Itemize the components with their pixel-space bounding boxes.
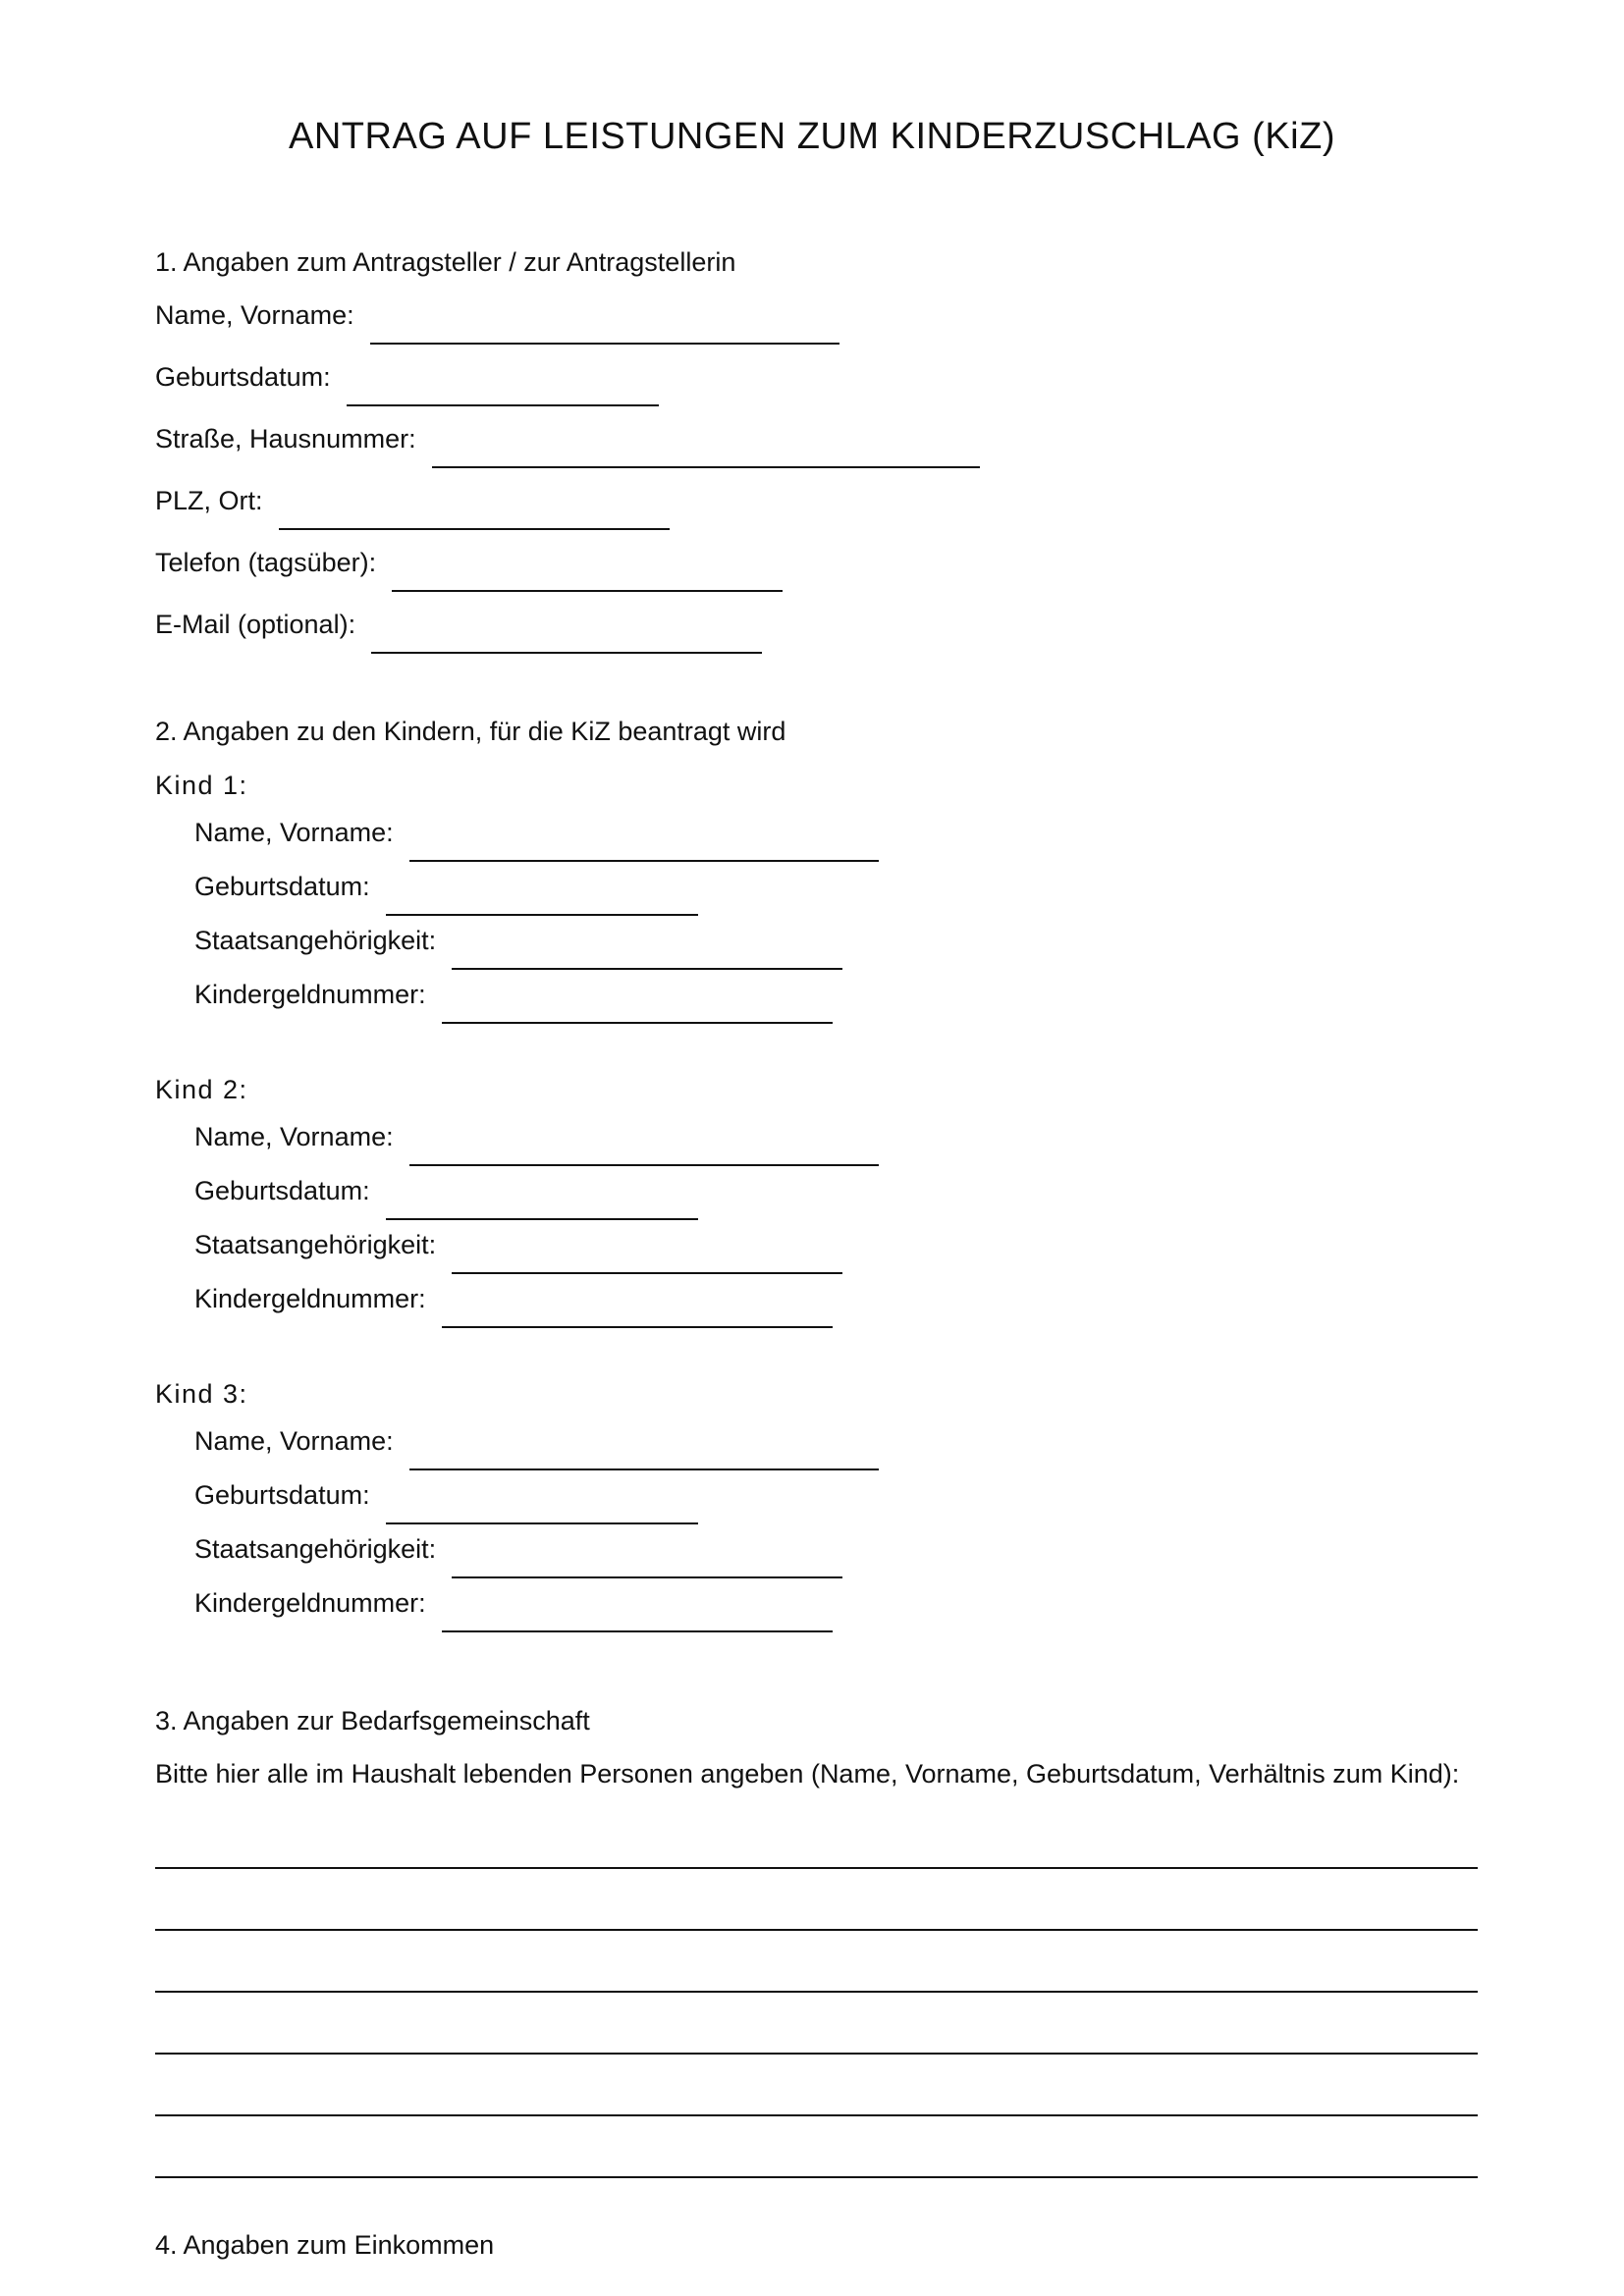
child2-birthdate-row <box>194 1176 698 1206</box>
household-line-3[interactable] <box>155 1991 1478 1993</box>
applicant-phone-row <box>155 548 783 578</box>
applicant-phone-label: Telefon (tagsüber): <box>155 548 377 577</box>
child3-childbenefit-field[interactable] <box>442 1630 833 1632</box>
applicant-city-label: PLZ, Ort: <box>155 486 263 515</box>
child2-name-field[interactable] <box>409 1164 879 1166</box>
child1-childbenefit-field[interactable] <box>442 1022 833 1024</box>
child1-birthdate-field[interactable] <box>386 914 698 916</box>
applicant-birthdate-row <box>155 362 659 393</box>
child3-childbenefit-row <box>194 1588 833 1619</box>
applicant-phone-field[interactable] <box>392 590 783 592</box>
applicant-street-field[interactable] <box>432 466 980 468</box>
applicant-email-field[interactable] <box>371 652 762 654</box>
child1-childbenefit-label: Kindergeldnummer: <box>194 980 426 1009</box>
child1-nationality-label: Staatsangehörigkeit: <box>194 926 437 955</box>
applicant-city-row <box>155 486 670 516</box>
child3-birthdate-label: Geburtsdatum: <box>194 1480 370 1510</box>
applicant-name-label: Name, Vorname: <box>155 300 354 330</box>
child3-name-field[interactable] <box>409 1468 879 1470</box>
child1-childbenefit-row <box>194 980 833 1010</box>
section1-heading: 1. Angaben zum Antragsteller / zur Antragstellerin <box>155 247 736 277</box>
child3-nationality-row <box>194 1534 842 1565</box>
applicant-name-field[interactable] <box>370 343 839 345</box>
child2-birthdate-field[interactable] <box>386 1218 698 1220</box>
child1-name-label: Name, Vorname: <box>194 818 394 847</box>
child3-birthdate-row <box>194 1480 698 1511</box>
child3-label: Kind 3: <box>155 1379 248 1409</box>
child1-nationality-row <box>194 926 842 956</box>
child3-name-row <box>194 1426 879 1457</box>
child1-label: Kind 1: <box>155 771 248 800</box>
child1-birthdate-row <box>194 872 698 902</box>
applicant-email-row <box>155 610 762 640</box>
child3-name-label: Name, Vorname: <box>194 1426 394 1456</box>
child2-nationality-row <box>194 1230 842 1260</box>
child1-name-row <box>194 818 879 848</box>
child3-nationality-field[interactable] <box>452 1576 842 1578</box>
household-line-5[interactable] <box>155 2114 1478 2116</box>
child2-name-row <box>194 1122 879 1152</box>
child3-nationality-label: Staatsangehörigkeit: <box>194 1534 437 1564</box>
child2-childbenefit-row <box>194 1284 833 1314</box>
applicant-street-row <box>155 424 980 454</box>
household-line-1[interactable] <box>155 1867 1478 1869</box>
child2-name-label: Name, Vorname: <box>194 1122 394 1151</box>
child2-nationality-field[interactable] <box>452 1272 842 1274</box>
child2-nationality-label: Staatsangehörigkeit: <box>194 1230 437 1259</box>
section4-heading: 4. Angaben zum Einkommen <box>155 2230 495 2260</box>
section3-heading: 3. Angaben zur Bedarfsgemeinschaft <box>155 1706 590 1735</box>
applicant-birthdate-field[interactable] <box>347 404 659 406</box>
applicant-birthdate-label: Geburtsdatum: <box>155 362 331 392</box>
applicant-city-field[interactable] <box>279 528 670 530</box>
applicant-name-row <box>155 300 839 331</box>
child2-birthdate-label: Geburtsdatum: <box>194 1176 370 1205</box>
form-title: ANTRAG AUF LEISTUNGEN ZUM KINDERZUSCHLAG (KiZ) <box>289 116 1335 157</box>
section3-intro: Bitte hier alle im Haushalt lebenden Personen angeben (Name, Vorname, Geburtsdatum, Verhältnis zum Kind): <box>155 1759 1460 1789</box>
household-line-6[interactable] <box>155 2176 1478 2178</box>
child1-name-field[interactable] <box>409 860 879 862</box>
applicant-street-label: Straße, Hausnummer: <box>155 424 416 454</box>
child1-nationality-field[interactable] <box>452 968 842 970</box>
applicant-email-label: E-Mail (optional): <box>155 610 356 639</box>
child2-label: Kind 2: <box>155 1075 248 1104</box>
child1-birthdate-label: Geburtsdatum: <box>194 872 370 901</box>
section2-heading: 2. Angaben zu den Kindern, für die KiZ beantragt wird <box>155 717 786 746</box>
child3-childbenefit-label: Kindergeldnummer: <box>194 1588 426 1618</box>
child2-childbenefit-field[interactable] <box>442 1326 833 1328</box>
household-line-4[interactable] <box>155 2053 1478 2055</box>
child2-childbenefit-label: Kindergeldnummer: <box>194 1284 426 1313</box>
household-line-2[interactable] <box>155 1929 1478 1931</box>
child3-birthdate-field[interactable] <box>386 1522 698 1524</box>
